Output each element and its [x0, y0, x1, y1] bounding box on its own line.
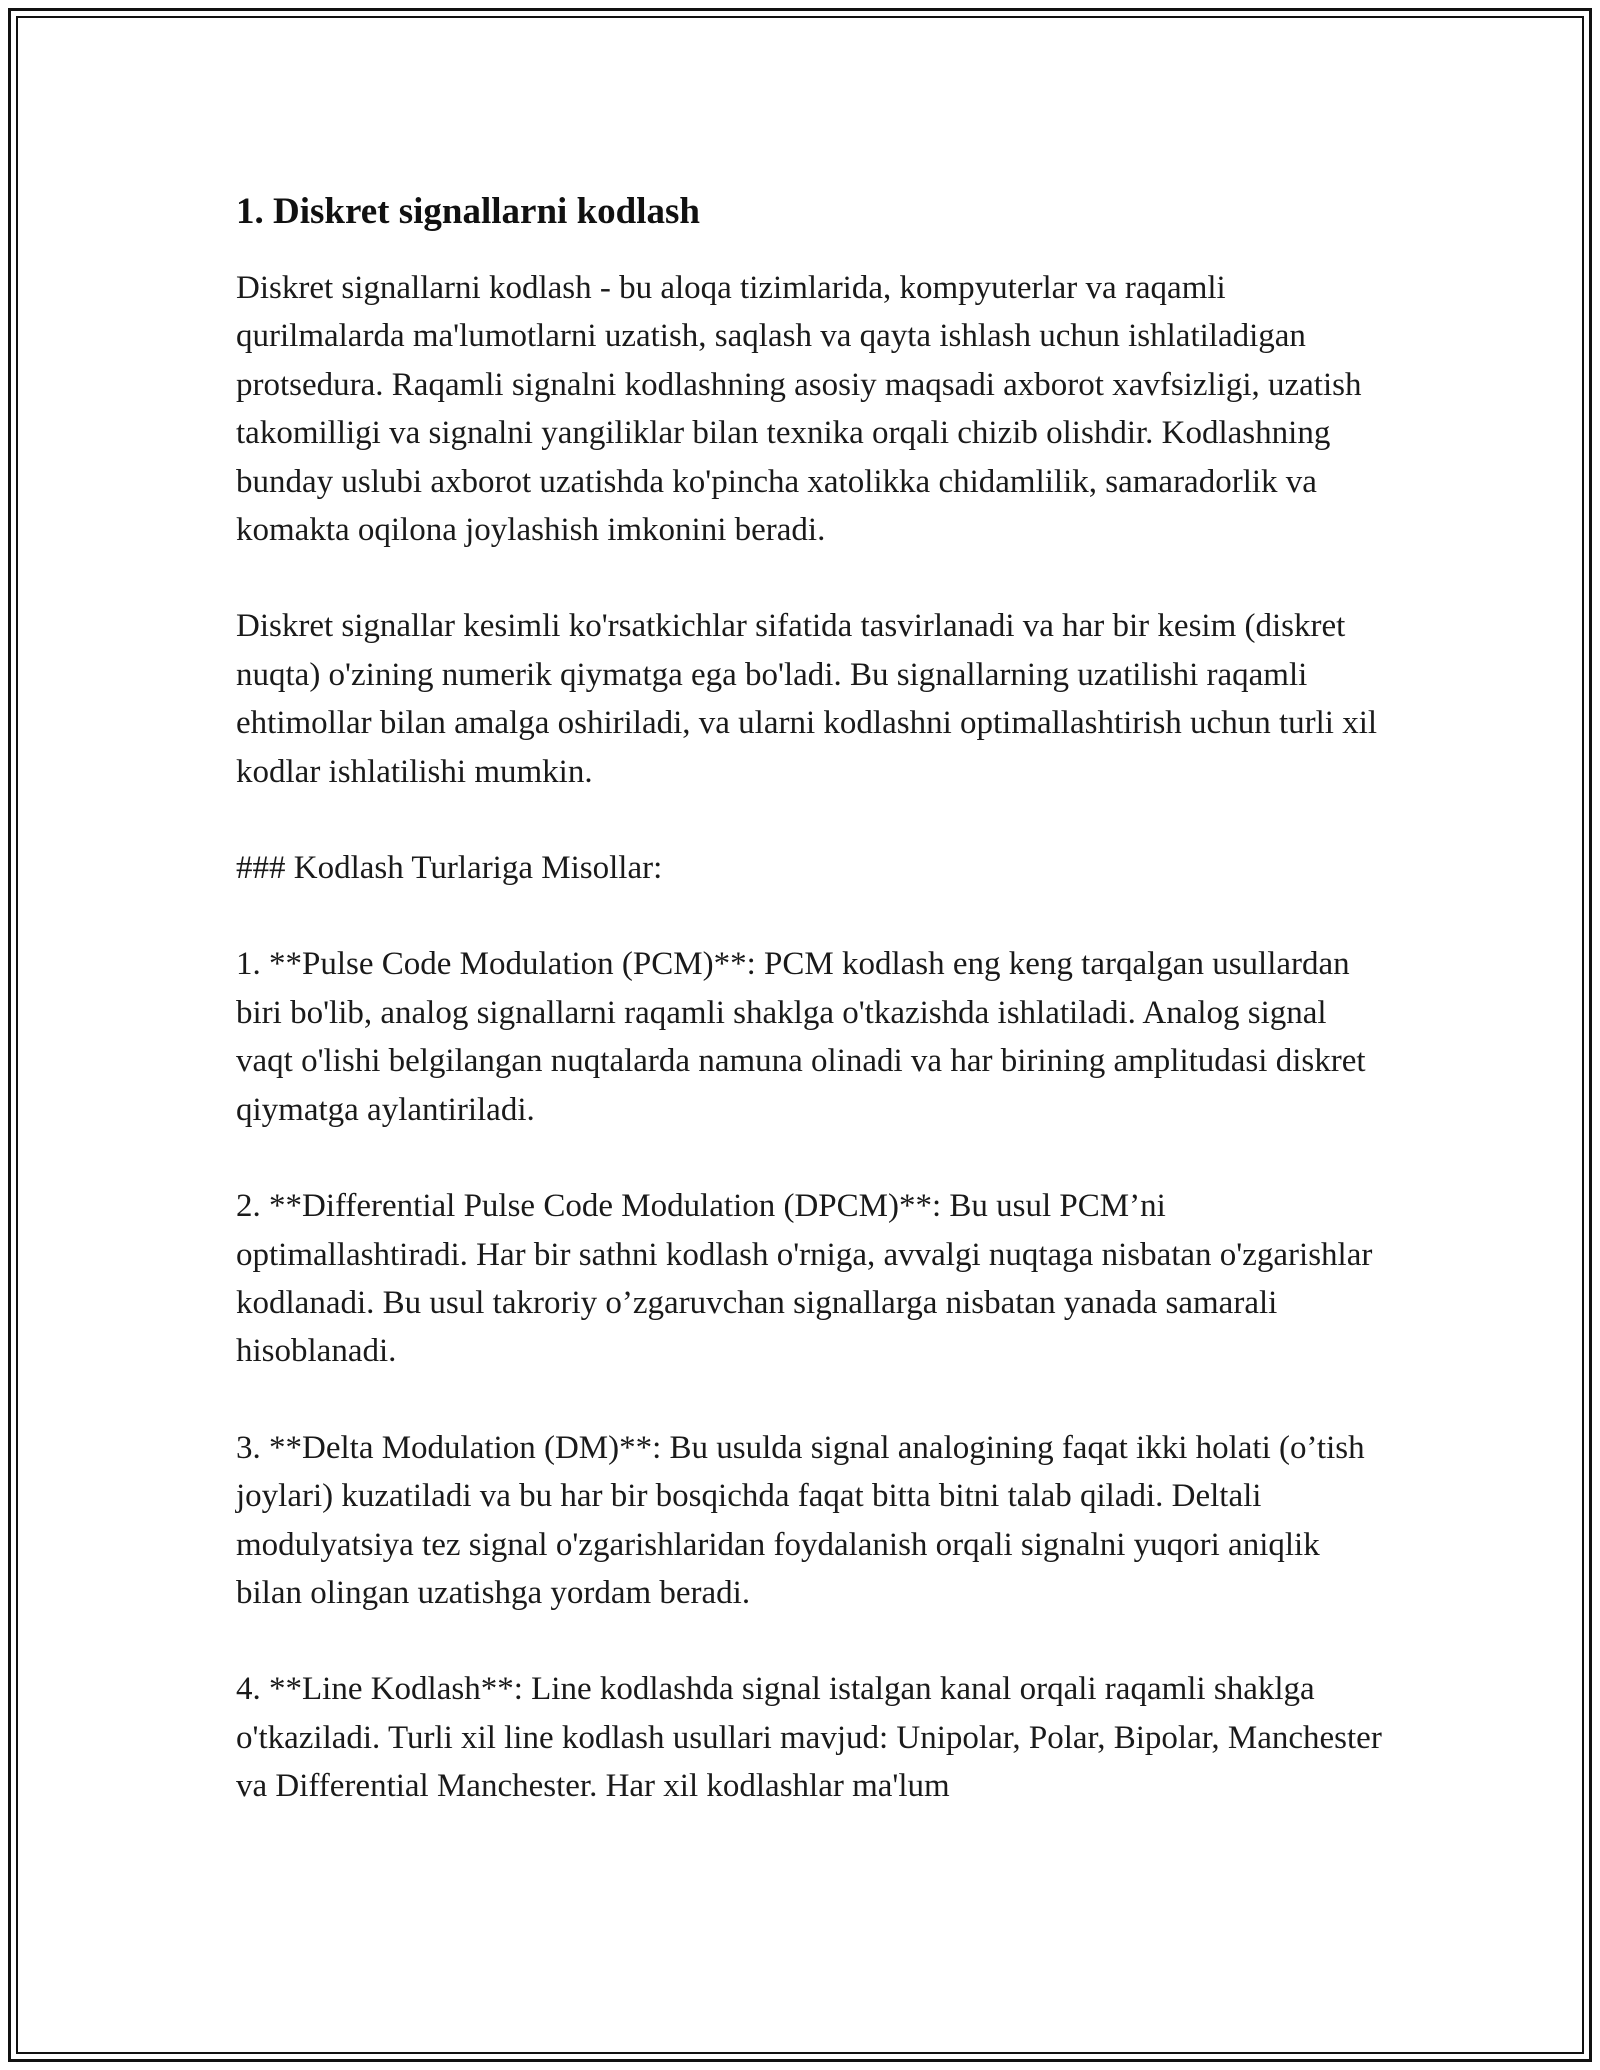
list-item-pcm: 1. **Pulse Code Modulation (PCM)**: PCM kodlash eng keng tarqalgan usullardan biri bo'lib, analog signallarni raqamli shaklga o'tkazishda ishlatiladi. Analog signal vaqt o'lishi belgilangan nuqtalarda namuna olinadi va har birining amplitudasi diskret qiymatga aylantiriladi. [236, 946, 1366, 1128]
document-heading: 1. Diskret signallarni kodlash [236, 191, 700, 232]
section-subheading: ### Kodlash Turlariga Misollar: [236, 850, 663, 887]
document-body [236, 186, 1386, 1859]
paragraph-intro: Diskret signallarni kodlash - bu aloqa tizimlarida, kompyuterlar va raqamli qurilmalarda ma'lumotlarni uzatish, saqlash va qayta ishlash uchun ishlatiladigan protsedura. Raqamli signalni kodlashning asosiy maqsadi axborot xavfsizligi, uzatish takomilligi va signalni yangiliklar bilan texnika orqali chizib olishdir. Kodlashning bunday uslubi axborot uzatishda ko'pincha xatolikka chidamlilik, samaradorlik va komakta oqilona joylashish imkonini beradi. [236, 270, 1362, 549]
list-item-dm: 3. **Delta Modulation (DM)**: Bu usulda signal analogining faqat ikki holati (o’tish joylari) kuzatiladi va bu har bir bosqichda faqat bitta bitni talab qiladi. Deltali modulyatsiya tez signal o'zgarishlaridan foydalanish orqali signalni yuqori aniqlik bilan olingan uzatishga yordam beradi. [236, 1429, 1365, 1611]
list-item-line-coding: 4. **Line Kodlash**: Line kodlashda signal istalgan kanal orqali raqamli shaklga o'tkaziladi. Turli xil line kodlash usullari mavjud: Unipolar, Polar, Bipolar, Manchester va Differential Manchester. Har xil kodlashlar ma'lum [236, 1671, 1382, 1805]
list-item-dpcm: 2. **Differential Pulse Code Modulation (DPCM)**: Bu usul PCM’ni optimallashtiradi. Har bir sathni kodlash o'rniga, avvalgi nuqtaga nisbatan o'zgarishlar kodlanadi. Bu usul takroriy o’zgaruvchan signallarga nisbatan yanada samarali hisoblanadi. [236, 1188, 1373, 1370]
paragraph-discrete-signals: Diskret signallar kesimli ko'rsatkichlar sifatida tasvirlanadi va har bir kesim (diskret nuqta) o'zining numerik qiymatga ega bo'ladi. Bu signallarning uzatilishi raqamli ehtimollar bilan amalga oshiriladi, va ularni kodlashni optimallashtirish uchun turli xil kodlar ishlatilishi mumkin. [236, 608, 1378, 790]
